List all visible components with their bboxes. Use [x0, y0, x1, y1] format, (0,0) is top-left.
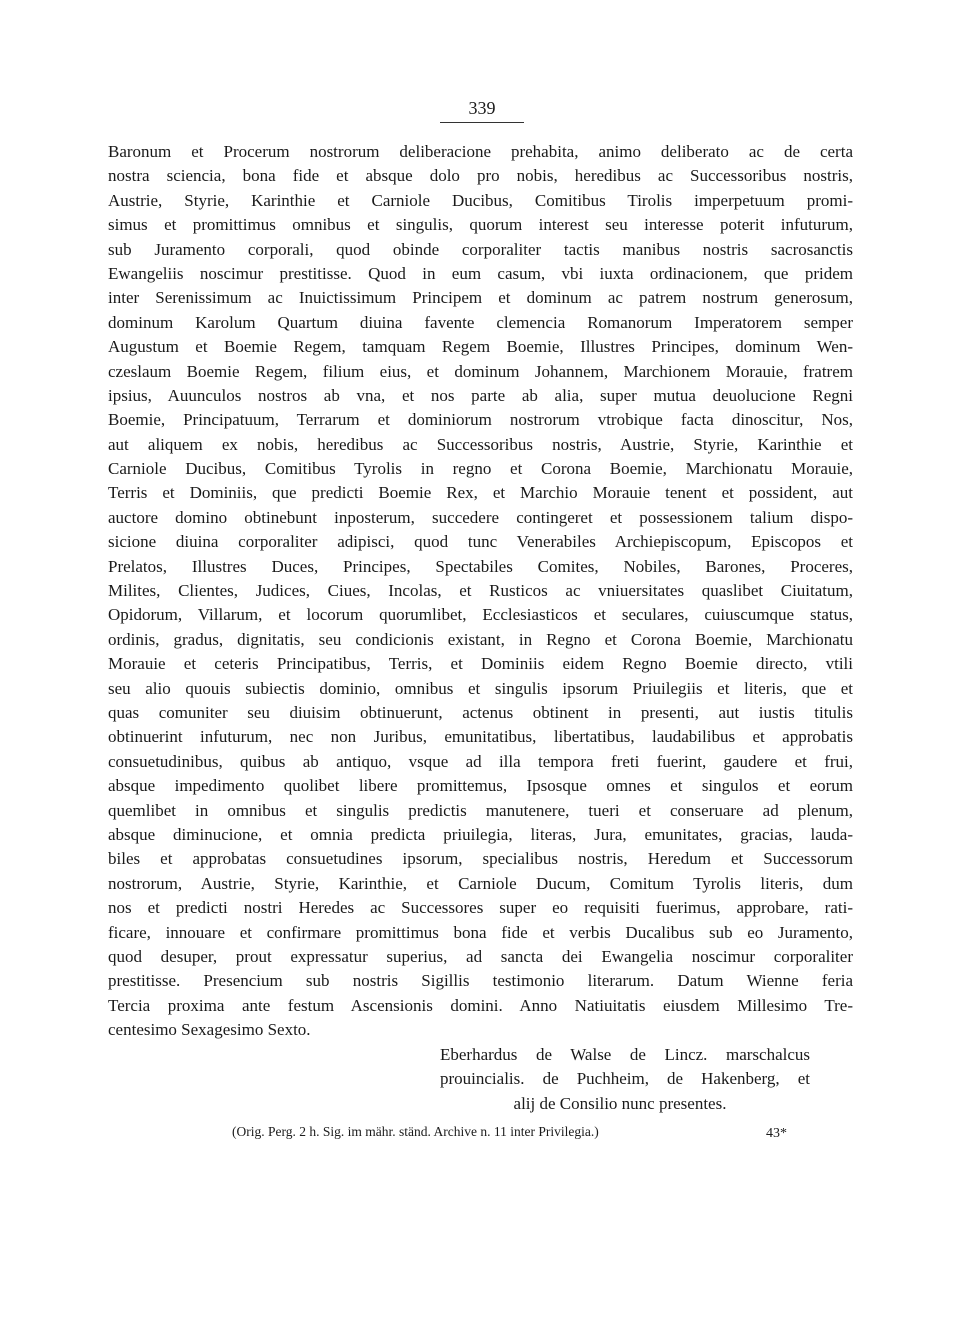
body-line: seu alio quouis subiectis dominio, omnibus et singulis ipsorum Priuilegiis et literis, que et — [108, 678, 853, 698]
body-line: centesimo Sexagesimo Sexto. — [108, 1020, 311, 1040]
body-line: Tercia proxima ante festum Ascensionis domini. Anno Natiuitatis eiusdem Millesimo Tre- — [108, 995, 853, 1015]
body-line: Prelatos, Illustres Duces, Principes, Spectabiles Comites, Nobiles, Barones, Proceres, — [108, 556, 853, 576]
body-line: Ewangeliis noscimur prestitisse. Quod in eum casum, vbi iuxta ordinacionem, que pridem — [108, 263, 853, 283]
body-line: quemlibet in omnibus et singulis predictis manutenere, tueri et conseruare ad plenum, — [108, 800, 853, 820]
body-line: ordinis, gradus, dignitatis, seu condicionis existant, in Regno et Corona Boemie, Marchionatu — [108, 629, 853, 649]
body-line: Milites, Clientes, Judices, Ciues, Incolas, et Rusticos ac vniuersitates quaslibet Ciuitatum, — [108, 581, 853, 601]
body-line: quas comuniter seu diuisim obtinuerunt, actenus obtinent in presenti, aut iustis titulis — [108, 702, 853, 722]
body-line: obtinuerint infuturum, nec non Juribus, emunitatibus, libertatibus, laudabilibus et approbatis — [108, 727, 853, 747]
body-line: Morauie et ceteris Principatibus, Terris, et Dominiis eidem Regno Boemie directo, vtili — [108, 654, 853, 674]
body-line: inter Serenissimum ac Inuictissimum Principem et dominum ac patrem nostrum generosum, — [108, 288, 853, 308]
body-line: absque diminucione, et omnia predicta priuilegia, literas, Jura, emunitates, gracias, lauda- — [108, 824, 853, 844]
body-line: aut aliquem ex nobis, heredibus ac Successoribus nostris, Austrie, Styrie, Karinthie et — [108, 434, 853, 454]
body-text — [108, 140, 853, 1042]
body-line: biles et approbatas consuetudines ipsorum, specialibus nostris, Heredum et Successorum — [108, 849, 853, 869]
page-number: 339 — [440, 97, 524, 123]
body-line: simus et promittimus omnibus et singulis, quorum interest seu interesse poterit infuturum, — [108, 215, 853, 235]
body-line: Baronum et Procerum nostrorum deliberacione prehabita, animo deliberato ac de certa — [108, 142, 853, 161]
body-line: sub Juramento corporali, quod obinde corporaliter tactis manibus nostris sacrosanctis — [108, 239, 853, 259]
printer-signature-mark: 43* — [766, 1126, 787, 1141]
signature-line: prouincialis. de Puchheim, de Hakenberg, et — [440, 1069, 810, 1089]
source-footnote: (Orig. Perg. 2 h. Sig. im mähr. ständ. Archive n. 11 inter Privilegia.) — [232, 1124, 599, 1139]
body-line: quod desuper, prout expressatur superius, ad sancta dei Ewangelia noscimur corporaliter — [108, 946, 853, 966]
body-line: sicione diuina corporaliter adipisci, quod tunc Venerabiles Archiepiscopum, Episcopos et — [108, 532, 853, 552]
body-line: ipsius, Auunculos nostros ab vna, et nos parte ab alia, super mutua deuolucione Regni — [108, 385, 853, 405]
signature-line: Eberhardus de Walse de Lincz. marschalcus — [440, 1045, 810, 1064]
body-line: Carniole Ducibus, Comitibus Tyrolis in regno et Corona Boemie, Marchionatu Morauie, — [108, 459, 853, 479]
signature-line: alij de Consilio nunc presentes. — [513, 1093, 727, 1113]
body-line: nostrorum, Austrie, Styrie, Karinthie, et Carniole Ducum, Comitum Tyrolis literis, dum — [108, 873, 853, 893]
body-line: Boemie, Principatuum, Terrarum et dominiorum nostrorum vtrobique facta dinoscitur, Nos, — [108, 410, 853, 430]
body-line: Austrie, Styrie, Karinthie et Carniole Ducibus, Comitibus Tirolis imperpetuum promi- — [108, 190, 853, 210]
signature-block — [440, 1043, 810, 1116]
body-line: Terris et Dominiis, que predicti Boemie Rex, et Marchio Morauie tenent et possident, aut — [108, 483, 853, 503]
body-line: Augustum et Boemie Regem, tamquam Regem Boemie, Illustres Principes, dominum Wen- — [108, 337, 853, 357]
body-line: nostra sciencia, bona fide et absque dolo pro nobis, heredibus ac Successoribus nostris, — [108, 166, 853, 186]
body-line: ficare, innouare et confirmare promittimus bona fide et verbis Ducalibus sub eo Juramento, — [108, 922, 853, 942]
body-line: prestitisse. Presencium sub nostris Sigillis testimonio literarum. Datum Wienne feria — [108, 971, 853, 991]
body-line: consuetudinibus, quibus ab antiquo, vsque ad illa tempora freti fuerint, gaudere et frui, — [108, 751, 853, 771]
body-line: Opidorum, Villarum, et locorum quorumlibet, Ecclesiasticos et seculares, cuiuscumque status, — [108, 605, 853, 625]
body-line: dominum Karolum Quartum diuina favente clemencia Romanorum Imperatorem semper — [108, 312, 853, 332]
body-line: absque impedimento quolibet libere promittemus, Ipsosque omnes et singulos et eorum — [108, 776, 853, 796]
body-line: czeslaum Boemie Regem, filium eius, et dominum Johannem, Marchionem Morauie, fratrem — [108, 361, 853, 381]
body-line: auctore domino obtinebunt inposterum, succedere contingeret et possessionem talium dispo- — [108, 507, 853, 527]
body-line: nos et predicti nostri Heredes ac Successores super eo requisiti fuerimus, approbare, rati- — [108, 898, 853, 918]
